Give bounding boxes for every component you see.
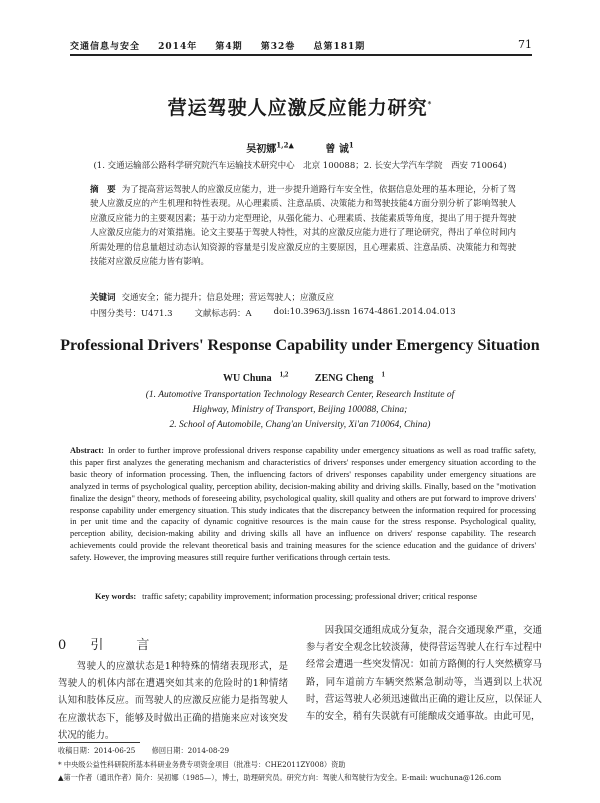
affiliation-english bbox=[0, 388, 600, 433]
keywords-cn-label: 关键词 bbox=[90, 293, 116, 303]
section-heading bbox=[58, 634, 159, 653]
footnote-rule bbox=[58, 742, 140, 743]
authors-english bbox=[0, 371, 600, 384]
author-en-2: ZENG Cheng $^1$ bbox=[314, 371, 385, 385]
keywords-en-label: Key words: bbox=[95, 592, 137, 601]
author-cn-1: 吴初娜$^{1,2▲}$ bbox=[246, 140, 294, 155]
page-number: 71 bbox=[518, 38, 532, 51]
abstract-en-text: In order to further improve professional drivers response capability under emergency situations as well as road traffic safety, this paper first analyzes the generating mechanism and characteristics of drivers' responses under emergency situation according to the basic theory of information processing. Then, the influencing factors of drivers' responses capability under emergency situations are analyzed in terms of psychological quality, perception ability, decision-making ability and driving skills. Finally, based on the "motivation finalize the design" theory, methods of foreseeing ability, psychological quality, skill quality and others are put forward to improve drivers' response capability under emergency situation. This study indicates that the discrepancy between the information required for processing in per unit time and the capacity of dynamic cognitive resources is the main cause for the stress response. Psychological quality, perception ability, decision-making ability and driving skills all have an influence on drivers' response capability. The research achievements could provide the relevant theoretical basis and training measures for the science education and the guidance of drivers' safety. However, the improving measures still require further verifications through certain tests. bbox=[70, 446, 536, 563]
keywords-en-text: traffic safety; capability improvement; information processing; professional driver; critical response bbox=[142, 592, 478, 601]
running-header bbox=[70, 36, 532, 56]
keywords-english bbox=[95, 592, 535, 601]
title-english: Professional Drivers' Response Capability under Emergency Situation bbox=[60, 337, 540, 354]
abstract-cn-text: 为了提高营运驾驶人的应激反应能力，进一步提升道路行车安全性，依据信息处理的基本理论，分析了驾驶人应激反应的产生机理和特性表现。从心理素质、注意品质、决策能力和驾驶技能4方面分别分析了影响驾驶人应激反应能力的主要观因素；基于动力定型理论，从强化能力、心理素质、技能素质等角度，提出了用于提升驾驶人应激反应能力的对策措施。论文主要基于驾驶人特性，对其的应激反应能力进行了理论研究，得出了单位时间内所需处理的信息量超过动态认知资源的容量是引发应激反应的主要原因，且心理素质、注意品质、决策能力和驾驶技能对应激反应能力皆有影响。 bbox=[90, 185, 516, 268]
header-vol-total: 第32卷 bbox=[260, 42, 296, 52]
title-footnote-mark: * bbox=[427, 99, 433, 109]
affiliation-en-line-3: 2. School of Automobile, Chang'an University, Xi'an 710064, China) bbox=[169, 420, 431, 430]
body-left-column: 驾驶人的应激状态是1种特殊的情绪表现形式，是驾驶人的机体内部在遭遇突如其来的危险时的1种情绪认知和肢体反应。而驾驶人的应激反应能力是指驾驶人在应激状态下，能够及时做出正确的措施来应对该突发状况的能力。 bbox=[58, 661, 288, 741]
abstract-english bbox=[70, 445, 536, 564]
section-number: 0 bbox=[58, 638, 77, 653]
header-volume: 第4期 bbox=[215, 42, 243, 52]
section-title: 引 言 bbox=[90, 638, 160, 653]
header-issue: 2014年 bbox=[158, 42, 198, 52]
clc-number: 中图分类号：U471.3 bbox=[90, 309, 173, 319]
footnote-dates bbox=[58, 746, 548, 756]
abstract-cn-label: 摘 要 bbox=[90, 185, 116, 195]
journal-name: 交通信息与安全 bbox=[70, 42, 141, 52]
header-series: 总第181期 bbox=[313, 42, 366, 52]
keywords-cn-text: 交通安全；能力提升；信息处理；营运驾驶人；应激反应 bbox=[121, 293, 335, 303]
doi: doi:10.3963/j.issn 1674-4861.2014.04.013 bbox=[273, 307, 456, 317]
footnote-author: ▲第一作者（通讯作者）简介：吴初娜（1985—），博士，助理研究员。研究方向：驾驶人和驾驶行为安全。E-mail: wuchuna@126.com bbox=[58, 773, 502, 782]
authors-chinese bbox=[0, 140, 600, 155]
body-right-column: 因我国交通组成成分复杂，混合交通现象严重，交通参与者安全观念比较淡薄，使得营运驾驶人在行车过程中经常会遭遇一些突发情况：如前方路侧的行人突然横穿马路，同车道前方车辆突然紧急制动等，当遇到以上状况时，营运驾驶人必须迅速做出正确的避让反应，以保证人车的安全，稍有失误就有可能酿成交通事故。由此可见， bbox=[306, 625, 542, 723]
document-code: 文献标志码：A bbox=[194, 309, 252, 319]
keywords-chinese bbox=[90, 291, 516, 303]
affiliation-en-line-1: (1. Automotive Transportation Technology Research Center, Research Institute of bbox=[145, 390, 455, 400]
author-en-1: WU Chuna $^{1,2}$ bbox=[222, 371, 289, 385]
abstract-chinese bbox=[90, 183, 516, 269]
title-chinese bbox=[0, 93, 600, 120]
affiliation-chinese: (1. 交通运输部公路科学研究院汽车运输技术研究中心 北京 100088；2. 长安大学汽车学院 西安 710064) bbox=[93, 161, 507, 171]
title-chinese-text: 营运驾驶人应激反应能力研究 bbox=[167, 97, 428, 119]
received-date: 收稿日期：2014-06-25 bbox=[58, 746, 136, 755]
affiliation-en-line-2: Highway, Ministry of Transport, Beijing 100088, China; bbox=[192, 405, 408, 415]
footnote-fund: * 中央级公益性科研院所基本科研业务费专项资金项目（批准号：CHE2011ZY008）资助 bbox=[58, 760, 346, 769]
classification-row bbox=[90, 307, 516, 319]
revised-date: 修回日期：2014-08-29 bbox=[151, 746, 230, 755]
author-cn-2: 曾 诚$^1$ bbox=[325, 140, 354, 155]
abstract-en-label: Abstract: bbox=[70, 446, 104, 455]
header-left bbox=[70, 39, 379, 52]
